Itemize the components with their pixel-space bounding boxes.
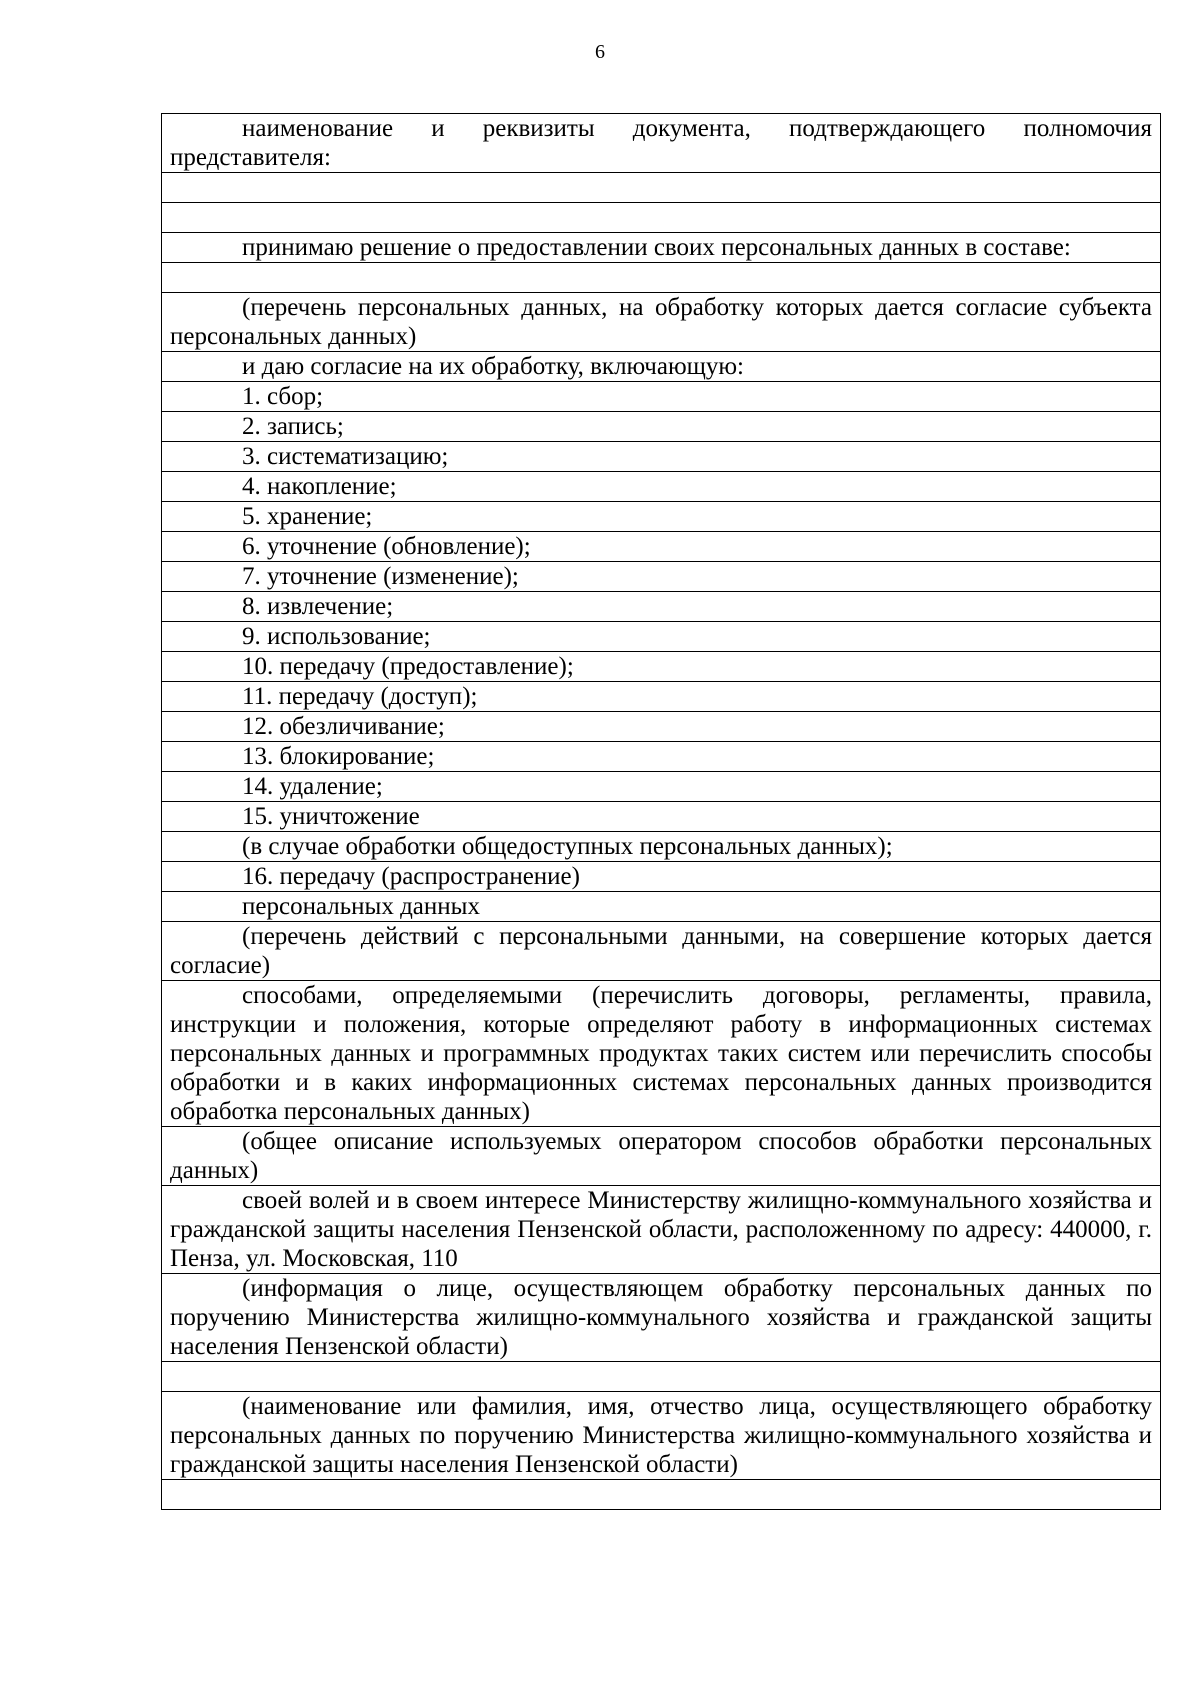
form-row-text: своей волей и в своем интересе Министерству жилищно-коммунального хозяйства и гражданской защиты населения Пензенской области, расположенному по адресу: 440000, г. Пенза, ул. Московская, 110	[162, 1186, 1161, 1274]
form-row-blank	[162, 263, 1161, 293]
form-row-text: 16. передачу (распространение)	[162, 862, 1161, 892]
form-row-text: (наименование или фамилия, имя, отчество лица, осуществляющего обработку персональных данных по поручению Министерства жилищно-коммунального хозяйства и гражданской защиты населения Пензенской области)	[162, 1392, 1161, 1480]
form-row	[162, 502, 1161, 532]
form-row-text: 5. хранение;	[162, 502, 1161, 532]
form-row	[162, 981, 1161, 1127]
form-row	[162, 352, 1161, 382]
form-row-text: (перечень действий с персональными данными, на совершение которых дается согласие)	[162, 922, 1161, 981]
form-row	[162, 472, 1161, 502]
blank-fill-field	[162, 173, 1161, 203]
form-row	[162, 1127, 1161, 1186]
blank-fill-field	[162, 1362, 1161, 1392]
form-row	[162, 652, 1161, 682]
form-row	[162, 862, 1161, 892]
form-row-text: 8. извлечение;	[162, 592, 1161, 622]
form-row-blank	[162, 173, 1161, 203]
form-row	[162, 233, 1161, 263]
form-table-body	[162, 114, 1161, 1510]
form-row	[162, 682, 1161, 712]
form-row-text: (информация о лице, осуществляющем обработку персональных данных по поручению Министерства жилищно-коммунального хозяйства и гражданской защиты населения Пензенской области)	[162, 1274, 1161, 1362]
form-row-text: принимаю решение о предоставлении своих персональных данных в составе:	[162, 233, 1161, 263]
page-number: 6	[595, 41, 605, 63]
form-row	[162, 1392, 1161, 1480]
form-row-text: (общее описание используемых оператором способов обработки персональных данных)	[162, 1127, 1161, 1186]
form-row-text: 4. накопление;	[162, 472, 1161, 502]
form-row-text: 12. обезличивание;	[162, 712, 1161, 742]
form-row-text: 9. использование;	[162, 622, 1161, 652]
form-row-blank	[162, 203, 1161, 233]
blank-fill-field	[162, 1480, 1161, 1510]
form-row	[162, 532, 1161, 562]
form-row-blank	[162, 1480, 1161, 1510]
form-row	[162, 592, 1161, 622]
form-row-text: 6. уточнение (обновление);	[162, 532, 1161, 562]
form-row	[162, 802, 1161, 832]
form-row	[162, 742, 1161, 772]
form-row	[162, 772, 1161, 802]
form-row-text: 2. запись;	[162, 412, 1161, 442]
form-row-text: и даю согласие на их обработку, включающую:	[162, 352, 1161, 382]
form-row	[162, 622, 1161, 652]
form-row	[162, 712, 1161, 742]
form-row	[162, 412, 1161, 442]
form-row	[162, 562, 1161, 592]
form-row	[162, 442, 1161, 472]
form-row-text: 10. передачу (предоставление);	[162, 652, 1161, 682]
form-row	[162, 892, 1161, 922]
form-row	[162, 832, 1161, 862]
form-row	[162, 293, 1161, 352]
form-row-text: способами, определяемыми (перечислить договоры, регламенты, правила, инструкции и положения, которые определяют работу в информационных системах персональных данных и программных продуктах таких систем или перечислить способы обработки и в каких информационных системах персональных данных производится обработка персональных данных)	[162, 981, 1161, 1127]
form-row-text: (в случае обработки общедоступных персональных данных);	[162, 832, 1161, 862]
form-row-text: 1. сбор;	[162, 382, 1161, 412]
form-row	[162, 382, 1161, 412]
blank-fill-field	[162, 263, 1161, 293]
form-row-text: (перечень персональных данных, на обработку которых дается согласие субъекта персональных данных)	[162, 293, 1161, 352]
form-row-text: персональных данных	[162, 892, 1161, 922]
consent-form-table	[161, 113, 1161, 1510]
form-row-blank	[162, 1362, 1161, 1392]
form-row-text: наименование и реквизиты документа, подтверждающего полномочия представителя:	[162, 114, 1161, 173]
form-row	[162, 1186, 1161, 1274]
blank-fill-field	[162, 203, 1161, 233]
form-row	[162, 1274, 1161, 1362]
form-row-text: 11. передачу (доступ);	[162, 682, 1161, 712]
form-row-text: 7. уточнение (изменение);	[162, 562, 1161, 592]
form-row-text: 3. систематизацию;	[162, 442, 1161, 472]
form-row-text: 13. блокирование;	[162, 742, 1161, 772]
form-row-text: 15. уничтожение	[162, 802, 1161, 832]
form-row	[162, 114, 1161, 173]
form-row	[162, 922, 1161, 981]
form-row-text: 14. удаление;	[162, 772, 1161, 802]
